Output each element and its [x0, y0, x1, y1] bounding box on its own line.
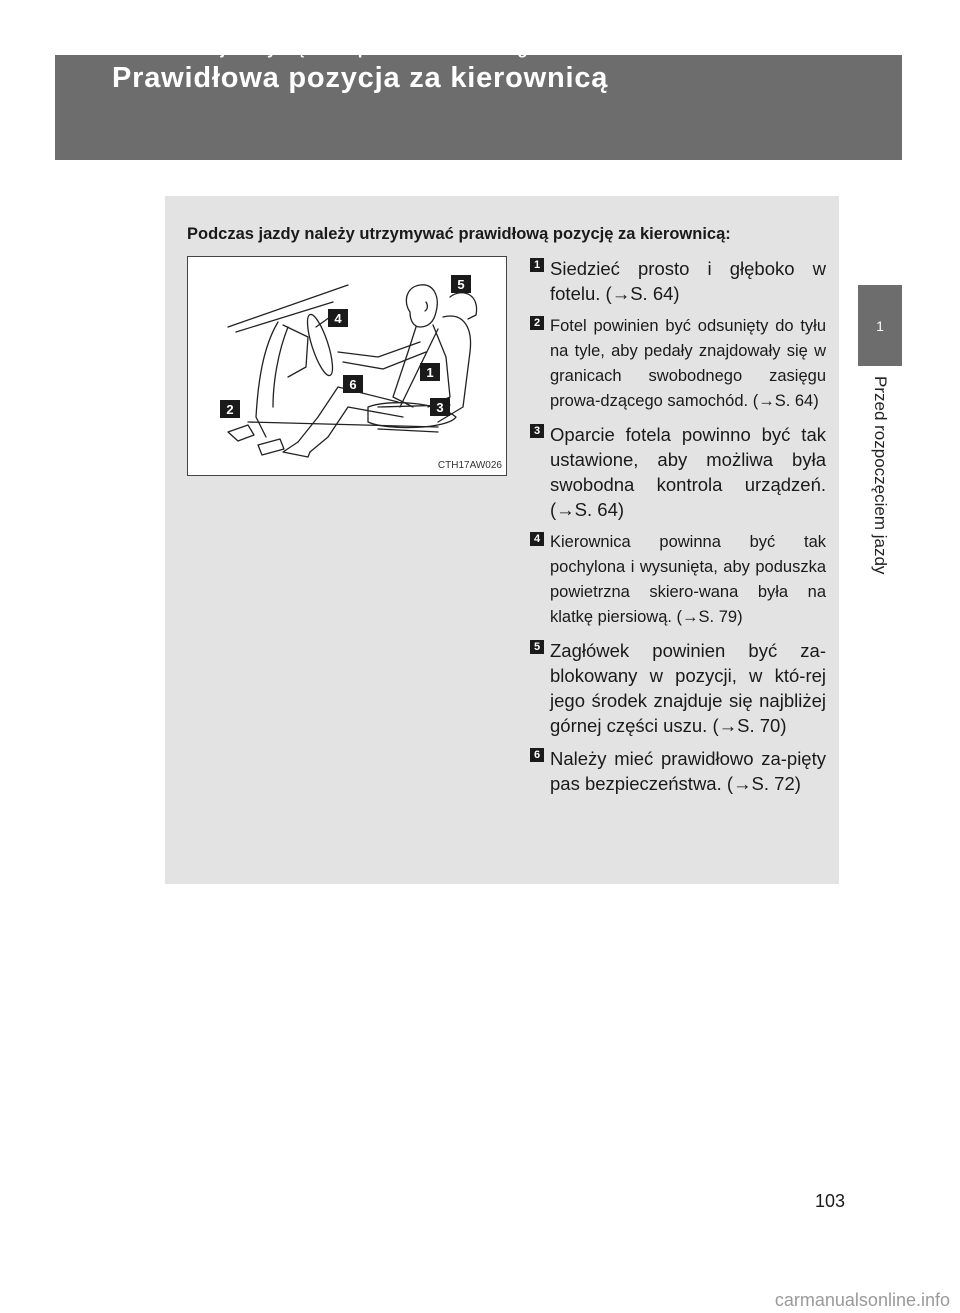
item-number-badge: 6 — [530, 748, 544, 762]
list-item — [530, 256, 826, 306]
page-title: Prawidłowa pozycja za kierownicą — [112, 62, 609, 94]
item-text: Należy mieć prawidłowo za-pięty pas bezpieczeństwa. (→S. 72) — [550, 748, 826, 794]
list-item — [530, 314, 826, 414]
item-number-badge: 4 — [530, 532, 544, 546]
item-text: Fotel powinien być odsunięty do tyłu na tyle, aby pedały znajdowały się w granicach swobodnego zasięgu prowa-dzącego samochód. (→S. 64) — [550, 317, 826, 410]
list-item — [530, 638, 826, 738]
chapter-tab-number: 1 — [858, 285, 902, 366]
item-text: Kierownica powinna być tak pochylona i wysunięta, aby poduszka powietrzna skiero-wana była na klatkę piersiową. (→S. 79) — [550, 533, 826, 626]
intro-text: Podczas jazdy należy utrzymywać prawidłową pozycję za kierownicą: — [187, 225, 731, 243]
list-item — [530, 422, 826, 522]
item-text: Oparcie fotela powinno być tak ustawione, aby możliwa była swobodna kontrola urządzeń. (→S. 64) — [550, 424, 826, 520]
callout-1: 1 — [426, 365, 434, 380]
driver-seated-figure — [188, 257, 506, 475]
watermark: carmanualsonline.info — [774, 1290, 950, 1310]
callout-3: 3 — [436, 400, 444, 415]
item-number-badge: 2 — [530, 316, 544, 330]
chapter-tab-label — [858, 376, 902, 626]
item-text: Siedzieć prosto i głęboko w fotelu. (→S. 64) — [550, 258, 826, 304]
callout-5: 5 — [457, 277, 465, 292]
chapter-tab-text: Przed rozpoczęciem jazdy — [871, 376, 890, 575]
list-item — [530, 746, 826, 796]
callout-2: 2 — [226, 402, 234, 417]
section-label: 1-7. Informacje dotyczące bezpieczeństwa biernego — [112, 39, 539, 58]
content-box — [165, 196, 839, 884]
illustration-code: CTH17AW026 — [437, 460, 502, 471]
instruction-list — [530, 256, 826, 804]
callout-4: 4 — [334, 311, 342, 326]
item-number-badge: 1 — [530, 258, 544, 272]
item-text: Zagłówek powinien być za-blokowany w pozycji, w któ-rej jego środek znajduje się najbliżej górnej części uszu. (→S. 70) — [550, 640, 826, 736]
list-item — [530, 530, 826, 630]
item-number-badge: 3 — [530, 424, 544, 438]
callout-6: 6 — [349, 377, 357, 392]
driving-position-illustration — [187, 256, 507, 476]
item-number-badge: 5 — [530, 640, 544, 654]
page-number: 103 — [815, 1191, 846, 1211]
